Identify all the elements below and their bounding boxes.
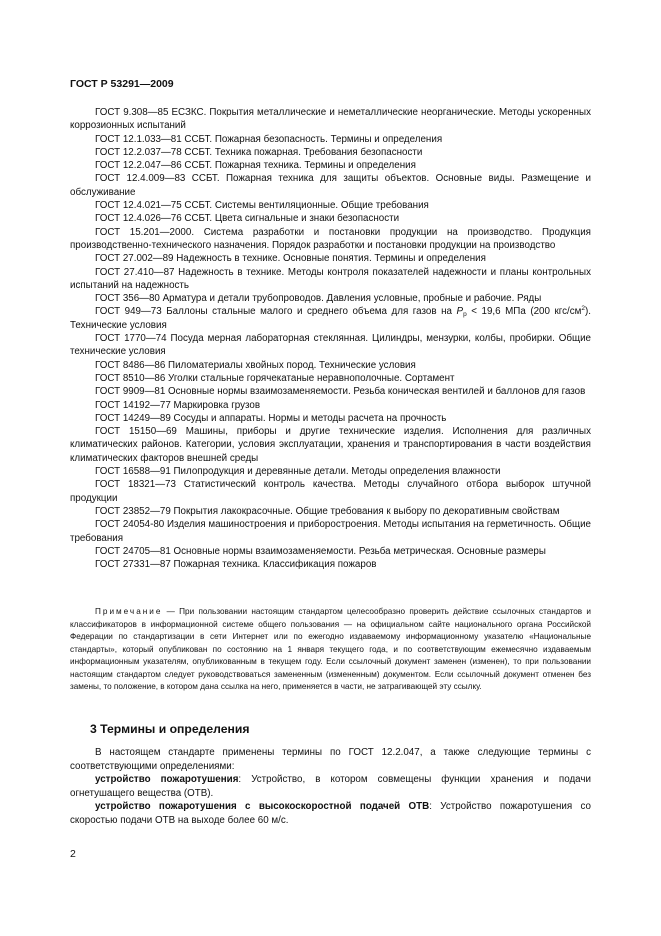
term-entry: [70, 800, 591, 827]
reference-item: ГОСТ 15.201—2000. Система разработки и постановки продукции на производство. Продукция производственно-технического назначения. Порядок разработки и постановки продукции на производство: [70, 226, 591, 251]
section-intro: В настоящем стандарте применены термины по ГОСТ 12.2.047, а также следующие термины с соответствующими определениями:: [70, 747, 591, 772]
page-number: 2: [70, 848, 76, 860]
section-title: 3 Термины и определения: [90, 722, 250, 736]
term-definition: : Устройство пожаротушения со скоростью подачи ОТВ на выходе более 60 м/с.: [70, 801, 591, 826]
normative-references: [70, 106, 591, 571]
reference-item: ГОСТ 15150—69 Машины, приборы и другие технические изделия. Исполнения для различных климатических районов. Категории, условия эксплуатации, хранения и транспортирования в части воздействия климатических факторов внешней среды: [70, 426, 591, 464]
reference-item: ГОСТ 27.002—89 Надежность в технике. Основные понятия. Термины и определения: [95, 253, 486, 265]
section-body: [70, 746, 591, 828]
reference-item: ГОСТ 8486—86 Пиломатериалы хвойных пород. Технические условия: [95, 359, 416, 371]
reference-item: ГОСТ 16588—91 Пилопродукция и деревянные детали. Методы определения влажности: [95, 466, 501, 478]
reference-item: ГОСТ 356—80 Арматура и детали трубопроводов. Давления условные, пробные и рабочие. Ряды: [95, 293, 542, 305]
reference-item: ГОСТ 27331—87 Пожарная техника. Классификация пожаров: [95, 559, 377, 571]
reference-item: ГОСТ 9.308—85 ЕСЗКС. Покрытия металлические и неметаллические неорганические. Методы ускоренных коррозионных испытаний: [70, 107, 591, 132]
note-text: — При пользовании настоящим стандартом целесообразно проверить действие ссылочных стандартов и классификаторов в информационной системе общего пользования — на официальном сайте национального органа Российской Федерации по стандартизации в сети Интернет или по ежегодно издаваемому информационному указателю «Национальные стандарты», который опубликован по состоянию на 1 января текущего года, и по соответствующим ежемесячно издаваемым информационным указателям, опубликованным в текущем году. Если ссылочный документ заменен (изменен), то при пользовании настоящим стандартом следует руководствоваться замененным (измененным) документом. Если ссылочный документ отменен без замены, то положение, в котором дана ссылка на него, применяется в части, не затрагивающей эту ссылку.: [70, 607, 591, 691]
reference-item: ГОСТ 23852—79 Покрытия лакокрасочные. Общие требования к выбору по декоративным свойствам: [95, 505, 560, 517]
term: устройство пожаротушения с высокоскоростной подачей ОТВ: [95, 801, 430, 813]
reference-item: ГОСТ 24054-80 Изделия машиностроения и приборостроения. Методы испытания на герметичность. Общие требования: [70, 519, 591, 544]
document-header: ГОСТ Р 53291—2009: [70, 78, 174, 90]
reference-item: ГОСТ 12.2.037—78 ССБТ. Техника пожарная. Требования безопасности: [95, 146, 423, 158]
reference-item: ГОСТ 24705—81 Основные нормы взаимозаменяемости. Резьба метрическая. Основные размеры: [95, 545, 546, 557]
term-definition: : Устройство, в котором совмещены функции хранения и подачи огнетушащего вещества (ОТВ).: [70, 774, 591, 799]
references-note: [70, 606, 591, 694]
reference-item: ГОСТ 9909—81 Основные нормы взаимозаменяемости. Резьба коническая вентилей и баллонов для газов: [95, 386, 586, 398]
reference-item: ГОСТ 8510—86 Уголки стальные горячекатаные неравнополочные. Сортамент: [95, 372, 455, 384]
reference-item: ГОСТ 12.4.009—83 ССБТ. Пожарная техника для защиты объектов. Основные виды. Размещение и обслуживание: [70, 173, 591, 198]
reference-item: ГОСТ 18321—73 Статистический контроль качества. Методы случайного отбора выборок штучной продукции: [70, 479, 591, 504]
term: устройство пожаротушения: [95, 774, 239, 786]
reference-item: ГОСТ 27.410—87 Надежность в технике. Методы контроля показателей надежности и планы контрольных испытаний на надежность: [70, 266, 591, 291]
reference-item: ГОСТ 1770—74 Посуда мерная лабораторная стеклянная. Цилиндры, мензурки, колбы, пробирки. Общие технические условия: [70, 333, 591, 358]
reference-item: ГОСТ 14192—77 Маркировка грузов: [95, 399, 261, 411]
reference-item: ГОСТ 12.4.026—76 ССБТ. Цвета сигнальные и знаки безопасности: [95, 213, 400, 225]
reference-item: ГОСТ 14249—89 Сосуды и аппараты. Нормы и методы расчета на прочность: [95, 412, 447, 424]
note-label: Примечание: [95, 607, 163, 616]
reference-item: ГОСТ 12.4.021—75 ССБТ. Системы вентиляционные. Общие требования: [95, 200, 429, 212]
term-entry: [70, 773, 591, 800]
reference-item: ГОСТ 12.1.033—81 ССБТ. Пожарная безопасность. Термины и определения: [95, 133, 443, 145]
reference-item: ГОСТ 12.2.047—86 ССБТ. Пожарная техника. Термины и определения: [95, 160, 416, 172]
reference-item-balloon: ГОСТ 949—73 Баллоны стальные малого и среднего объема для газов на $P_p < 19,6$ МПа (200 кгс/$см^2$). Технические условия: [70, 305, 592, 331]
